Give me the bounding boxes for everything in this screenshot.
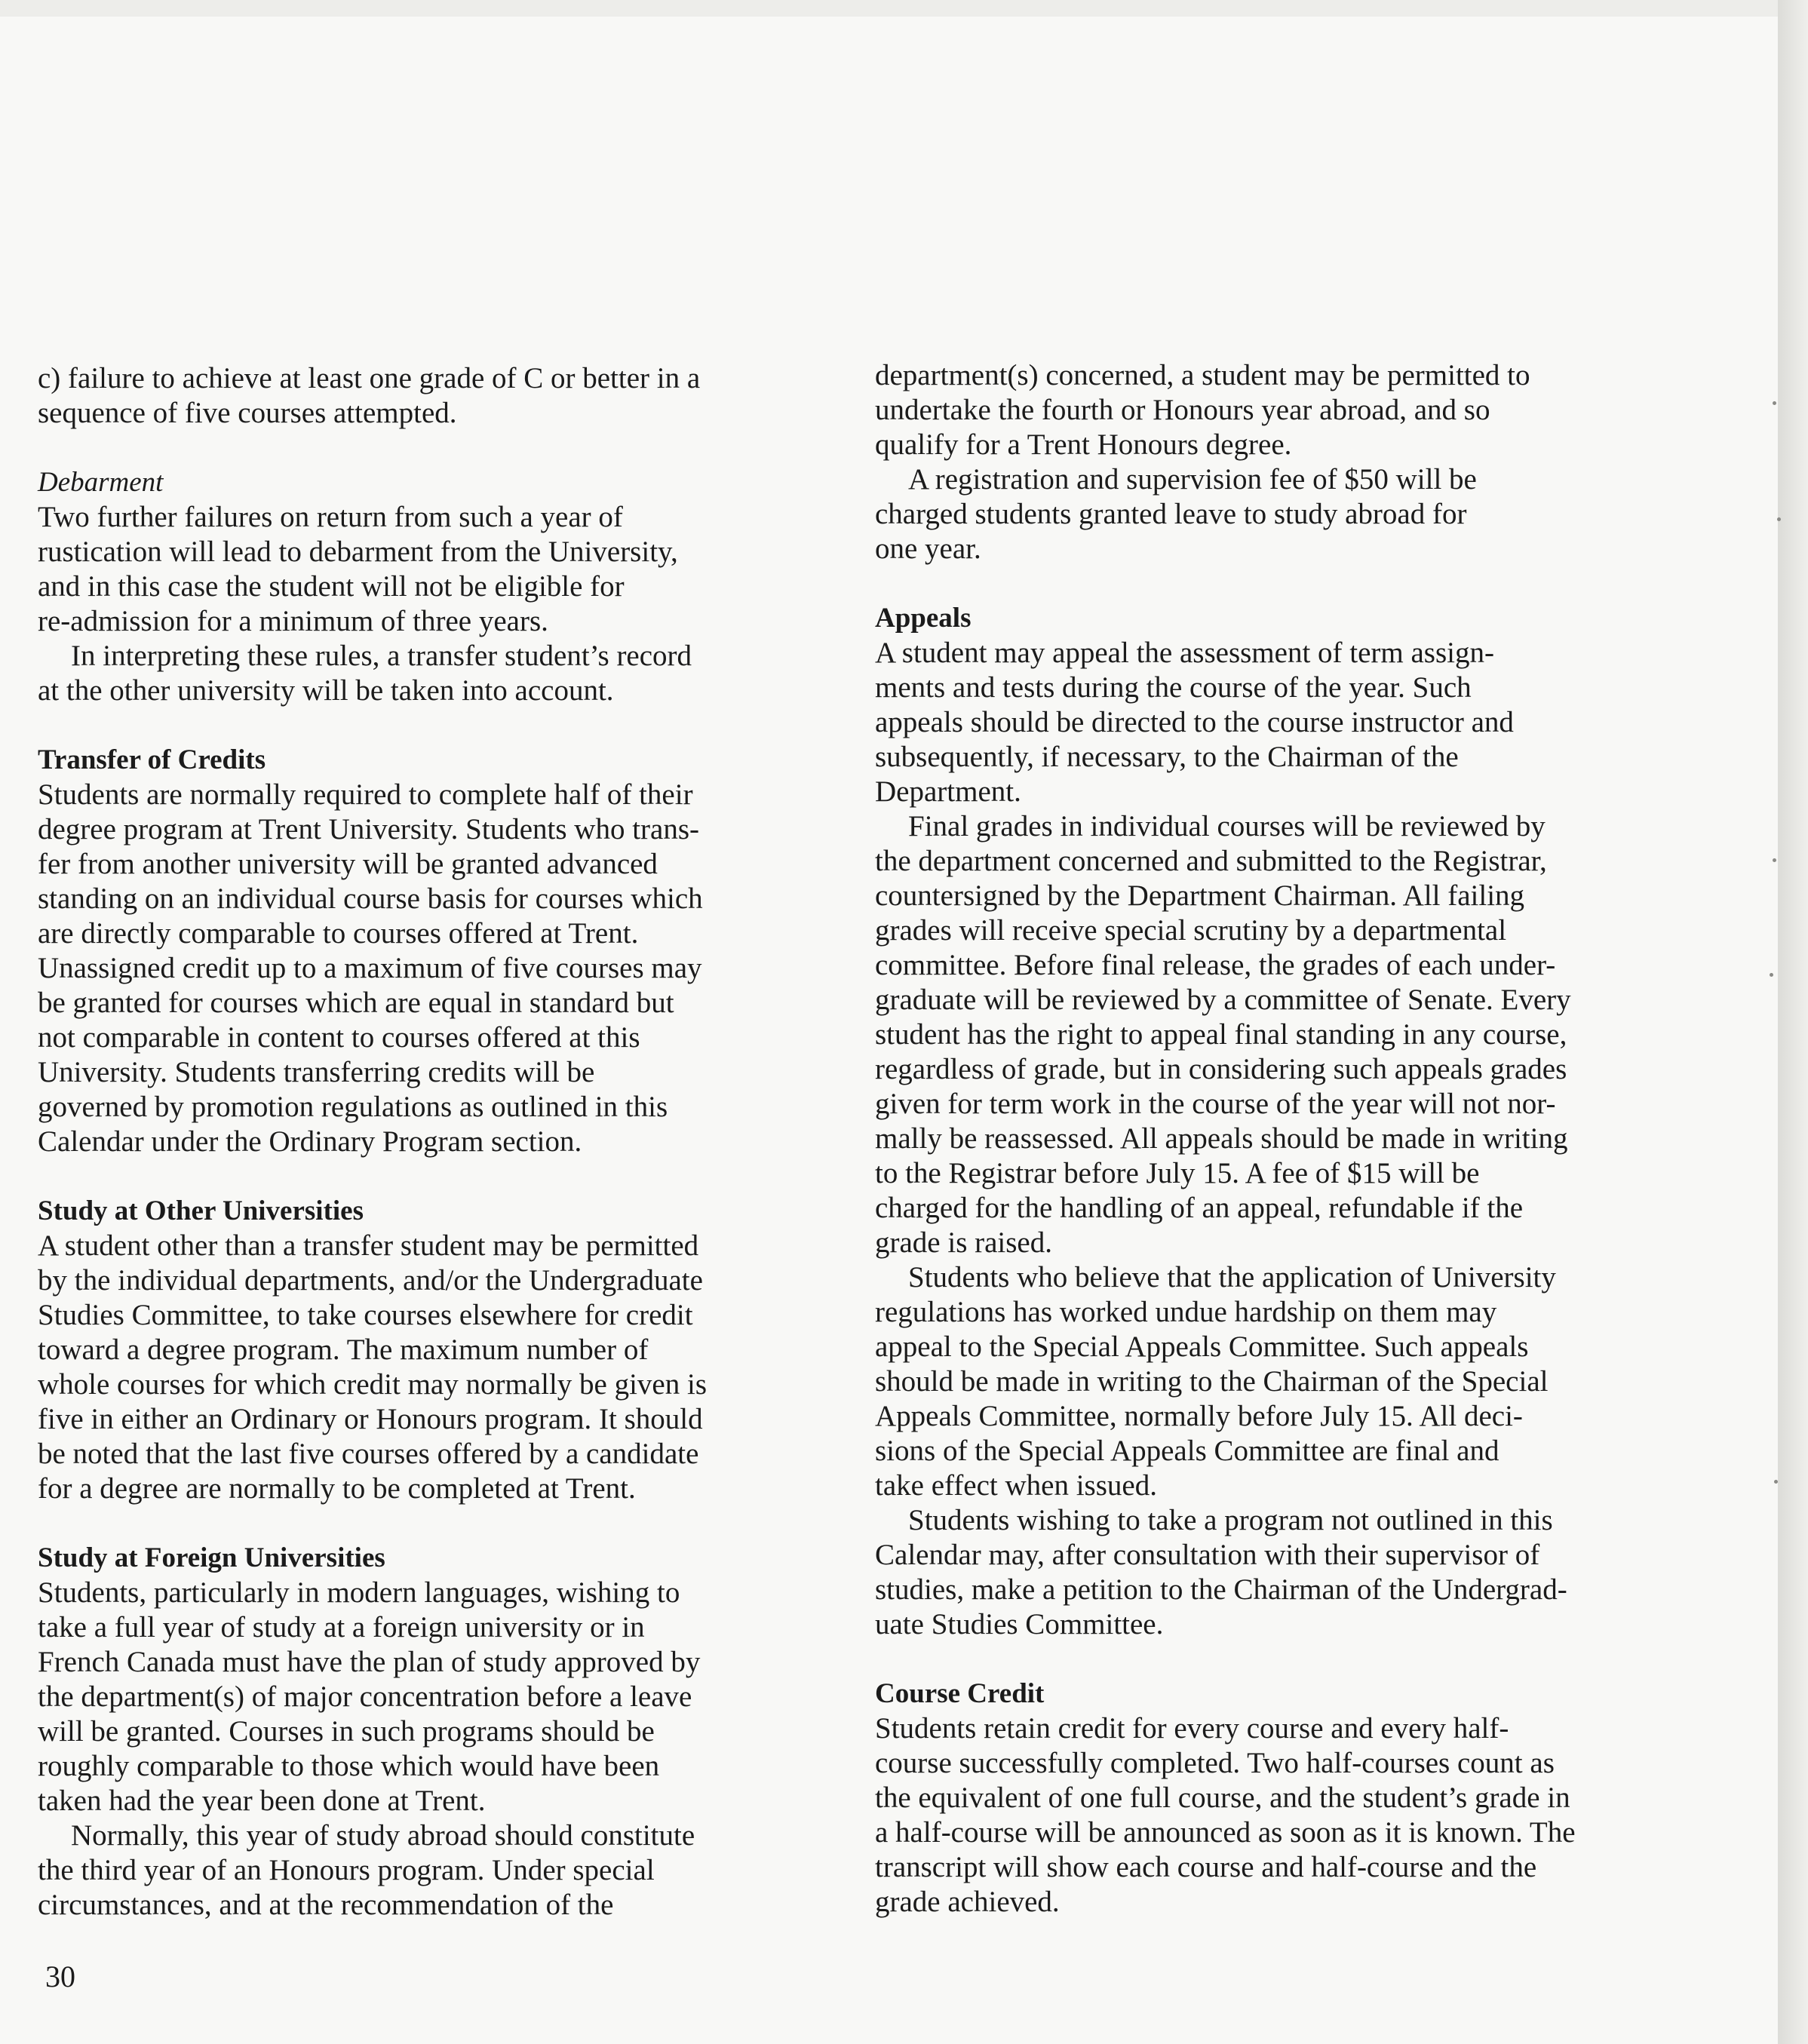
scan-speck (1774, 1480, 1778, 1484)
heading-debarment: Debarment (38, 467, 164, 498)
paragraph-appeals-final-grades: Final grades in individual courses will be reviewed by the department concerned and submitted to the Registrar, countersigned by the Department Chairman. All failing grades will receive special scrutiny by a departmental committee. Before final release, the grades of each under- graduate will be reviewed by a committee of Senate. Every student has the right to appeal final standing in any course, regardless of grade, but in considering such appeals grades given for term work in the course of the year will not nor- mally be reassessed. All appeals should be made in writing to the Registrar before July 15. A fee of $15 will be charged for the handling of an appeal, refundable if the grade is raised. (875, 810, 1571, 1259)
heading-study-foreign-universities: Study at Foreign Universities (38, 1542, 385, 1573)
paragraph-study-abroad-fee: A registration and supervision fee of $50 will be charged students granted leave to study abroad for one year. (875, 463, 1477, 565)
left-column (38, 361, 822, 1923)
paragraph-study-abroad-third-year: Normally, this year of study abroad should constitute the third year of an Honours program. Under special circumstances, and at the recommendation of the (38, 1819, 695, 1921)
scan-speck (1773, 401, 1776, 405)
heading-study-other-universities: Study at Other Universities (38, 1195, 364, 1226)
page-number: 30 (45, 1960, 75, 1993)
page-edge-shadow (1778, 0, 1808, 2044)
paragraph-course-credit: Students retain credit for every course and every half- course successfully completed. Two half-courses count as the equivalent of one full course, and the student’s grade in a half-course will be announced as soon as it is known. The transcript will show each course and half-course and the grade achieved. (875, 1712, 1576, 1918)
paragraph-special-appeals: Students who believe that the application of University regulations has worked undue hardship on them may appeal to the Special Appeals Committee. Such appeals should be made in writing to the Chairman of the Special Appeals Committee, normally before July 15. All deci- sions of the Special Appeals Committee are final and take effect when issued. (875, 1261, 1556, 1502)
scan-speck (1770, 973, 1773, 977)
paragraph-study-foreign-universities: Students, particularly in modern languages, wishing to take a full year of study at a foreign university or in French Canada must have the plan of study approved by the department(s) of major concentration before a leave will be granted. Courses in such programs should be roughly comparable to those which would have been taken had the year been done at Trent. (38, 1576, 701, 1817)
paragraph-transfer-of-credits: Students are normally required to complete half of their degree program at Trent University. Students who trans- fer from another university will be granted advanced standing on an individual course basis for courses which are directly comparable to courses offered at Trent. Unassigned credit up to a maximum of five courses may be granted for courses which are equal in standard but not comparable in content to courses offered at this University. Students transferring credits will be governed by promotion regulations as outlined in this Calendar under the Ordinary Program section. (38, 778, 703, 1158)
heading-course-credit: Course Credit (875, 1678, 1045, 1709)
paragraph-study-abroad-continued: department(s) concerned, a student may be permitted to undertake the fourth or Honours year abroad, and so qualify for a Trent Honours degree. (875, 359, 1530, 461)
paragraph-transfer-record: In interpreting these rules, a transfer student’s record at the other university will be taken into account. (38, 640, 692, 707)
heading-transfer-of-credits: Transfer of Credits (38, 744, 266, 775)
heading-appeals: Appeals (875, 603, 972, 634)
paragraph-program-petition: Students wishing to take a program not outlined in this Calendar may, after consultation with their supervisor of studies, make a petition to the Chairman of the Undergrad- uate Studies Committee. (875, 1504, 1567, 1640)
scan-speck (1773, 858, 1776, 862)
right-column (875, 358, 1690, 1920)
paragraph-debarment: Two further failures on return from such a year of rustication will lead to debarment from the University, and in this case the student will not be eligible for re-admission for a minimum of three years. (38, 501, 678, 637)
scan-top-band (0, 0, 1778, 17)
paragraph-appeals-assessment: A student may appeal the assessment of term assign- ments and tests during the course of the year. Such appeals should be directed to the course instructor and subsequently, if necessary, to the Chairman of the Department. (875, 637, 1514, 808)
paragraph-study-other-universities: A student other than a transfer student may be permitted by the individual departments, and/or the Undergraduate Studies Committee, to take courses elsewhere for credit toward a degree program. The maximum number of whole courses for which credit may normally be given is five in either an Ordinary or Honours program. It should be noted that the last five courses offered by a candidate for a degree are normally to be completed at Trent. (38, 1229, 708, 1505)
scan-speck (1777, 517, 1781, 521)
paragraph-failure-c: c) failure to achieve at least one grade of C or better in a sequence of five courses attempted. (38, 362, 701, 429)
